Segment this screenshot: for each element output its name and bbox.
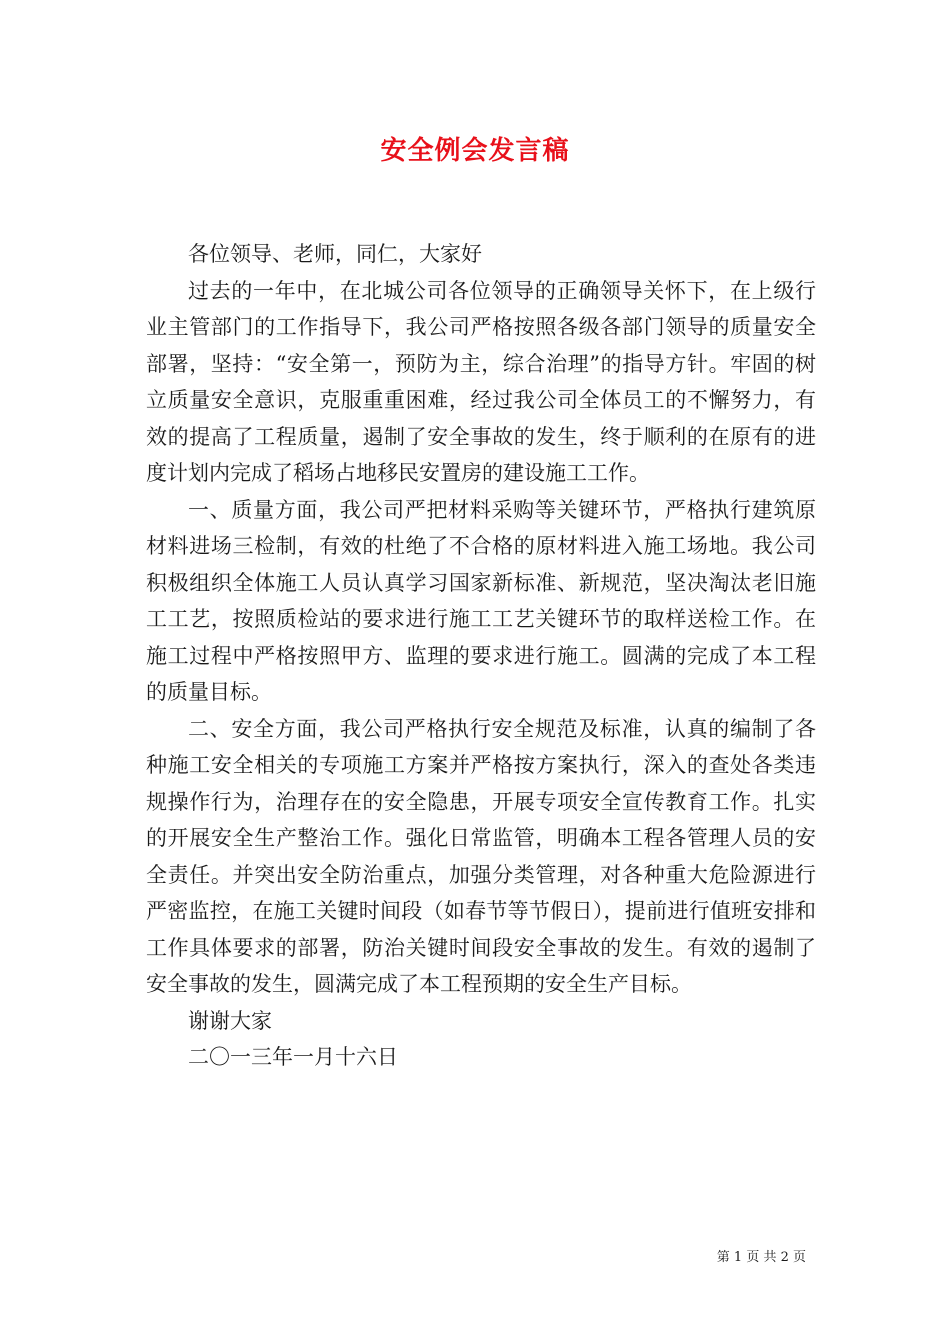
paragraph-intro: 过去的一年中，在北城公司各位领导的正确领导关怀下，在上级行业主管部门的工作指导下，我公司严格按照各级各部门领导的质量安全部署，坚持：“安全第一，预防为主，综合治理”的指导方针。牢固的树立质量安全意识，克服重重困难，经过我公司全体员工的不懈努力，有效的提高了工程质量，遏制了安全事故的发生，终于顺利的在原有的进度计划内完成了稻场占地移民安置房的建设施工工作。 [146, 278, 816, 485]
page-number: 第 1 页 共 2 页 [716, 1250, 806, 1265]
document-body [146, 236, 816, 1076]
paragraph-quality: 一、质量方面，我公司严把材料采购等关键环节，严格执行建筑原材料进场三检制，有效的杜绝了不合格的原材料进入施工场地。我公司积极组织全体施工人员认真学习国家新标准、新规范，坚决淘汰老旧施工工艺，按照质检站的要求进行施工工艺关键环节的取样送检工作。在施工过程中严格按照甲方、监理的要求进行施工。圆满的完成了本工程的质量目标。 [146, 497, 816, 704]
salutation: 各位领导、老师，同仁，大家好 [188, 242, 482, 266]
document-date: 二〇一三年一月十六日 [188, 1045, 398, 1069]
page-title: 安全例会发言稿 [380, 136, 570, 166]
paragraph-safety: 二、安全方面，我公司严格执行安全规范及标准，认真的编制了各种施工安全相关的专项施工方案并严格按方案执行，深入的查处各类违规操作行为，治理存在的安全隐患，开展专项安全宣传教育工作。扎实的开展安全生产整治工作。强化日常监管，明确本工程各管理人员的安全责任。并突出安全防治重点，加强分类管理，对各种重大危险源进行严密监控，在施工关键时间段（如春节等节假日），提前进行值班安排和工作具体要求的部署，防治关键时间段安全事故的发生。有效的遏制了安全事故的发生，圆满完成了本工程预期的安全生产目标。 [146, 716, 816, 996]
closing-thanks: 谢谢大家 [188, 1008, 272, 1033]
